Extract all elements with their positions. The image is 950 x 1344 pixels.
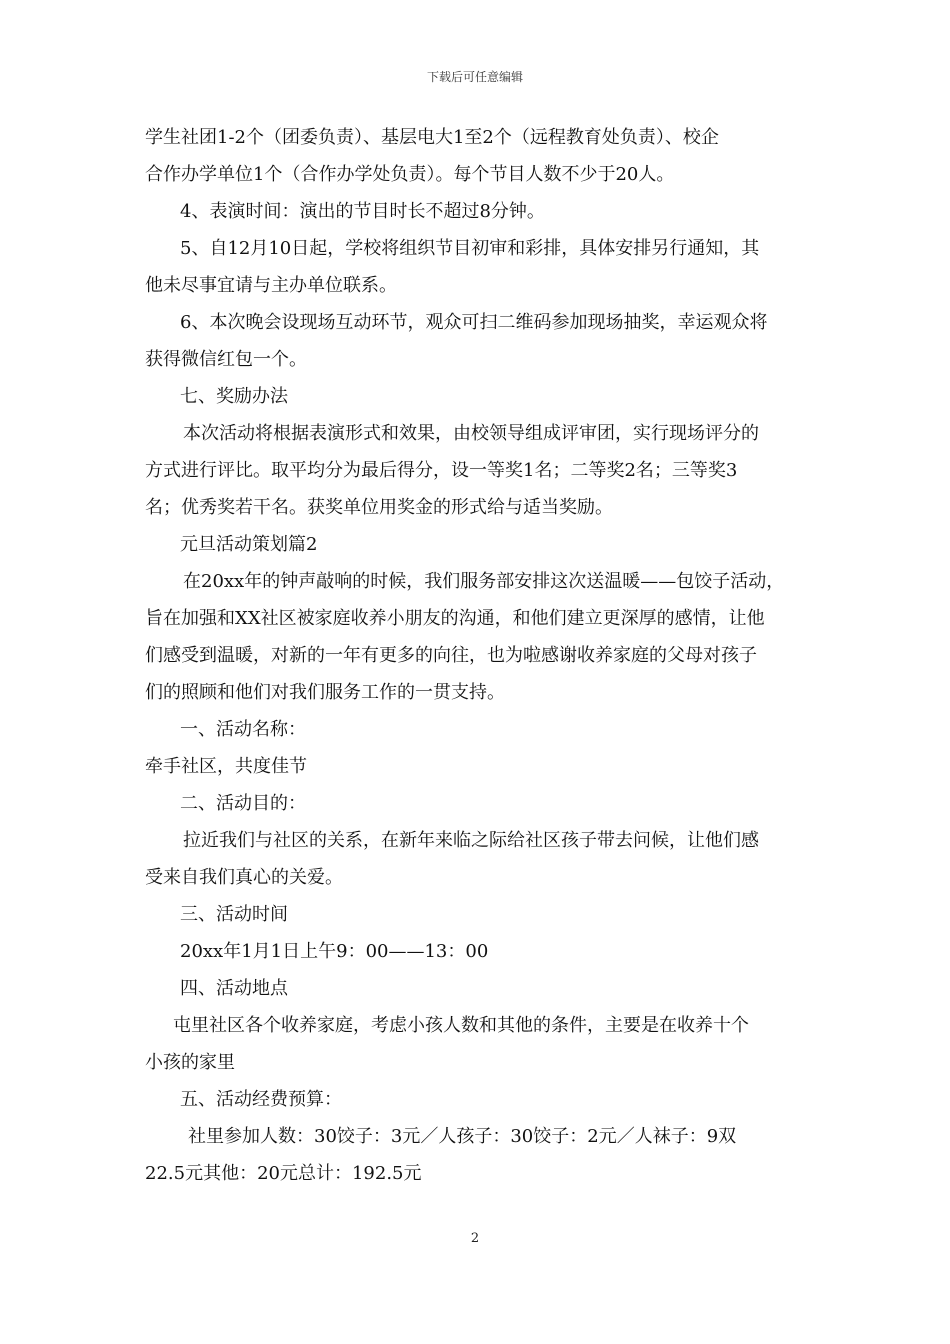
section-heading: 元旦活动策划篇2 (180, 534, 318, 555)
text-line: 牵手社区，共度佳节 (145, 756, 307, 777)
text-line: 4、表演时间：演出的节目时长不超过8分钟。 (180, 201, 545, 222)
text-line: 社里参加人数：30饺子：3元／人孩子：30饺子：2元／人袜子：9双 (188, 1126, 737, 1147)
text-line: 22.5元其他：20元总计：192.5元 (145, 1163, 422, 1184)
section-heading: 一、活动名称： (180, 719, 306, 740)
section-heading: 七、奖励办法 (180, 386, 288, 407)
section-heading: 三、活动时间 (180, 904, 288, 925)
text-line: 6、本次晚会设现场互动环节，观众可扫二维码参加现场抽奖，幸运观众将 (180, 312, 768, 333)
page-number: 2 (470, 1231, 480, 1246)
section-heading: 五、活动经费预算： (180, 1089, 342, 1110)
text-line: 在20xx年的钟声敲响的时候，我们服务部安排这次送温暖——包饺子活动， (183, 571, 785, 592)
text-line: 合作办学单位1个（合作办学处负责）。每个节目人数不少于20人。 (145, 164, 675, 185)
text-line: 他未尽事宜请与主办单位联系。 (145, 275, 397, 296)
text-line: 学生社团1-2个（团委负责）、基层电大1至2个（远程教育处负责）、校企 (145, 127, 719, 148)
text-line: 们的照顾和他们对我们服务工作的一贯支持。 (145, 682, 505, 703)
text-line: 旨在加强和XX社区被家庭收养小朋友的沟通，和他们建立更深厚的感情，让他 (145, 608, 765, 629)
text-line: 受来自我们真心的关爱。 (145, 867, 343, 888)
text-line: 名；优秀奖若干名。获奖单位用奖金的形式给与适当奖励。 (145, 497, 613, 518)
text-line: 5、自12月10日起，学校将组织节目初审和彩排，具体安排另行通知，其 (180, 238, 760, 259)
text-line: 方式进行评比。取平均分为最后得分，设一等奖1名；二等奖2名；三等奖3 (145, 460, 738, 481)
text-line: 小孩的家里 (145, 1052, 235, 1073)
section-heading: 二、活动目的： (180, 793, 306, 814)
text-line: 本次活动将根据表演形式和效果，由校领导组成评审团，实行现场评分的 (183, 423, 759, 444)
text-line: 屯里社区各个收养家庭，考虑小孩人数和其他的条件，主要是在收养十个 (173, 1015, 749, 1036)
page-header: 下载后可任意编辑 (426, 70, 523, 84)
text-line: 20xx年1月1日上午9：00——13：00 (180, 941, 489, 962)
text-line: 获得微信红包一个。 (145, 349, 307, 370)
text-line: 们感受到温暖，对新的一年有更多的向往，也为啦感谢收养家庭的父母对孩子 (145, 645, 757, 666)
document-body (145, 122, 810, 1195)
section-heading: 四、活动地点 (180, 978, 288, 999)
text-line: 拉近我们与社区的关系，在新年来临之际给社区孩子带去问候，让他们感 (183, 830, 759, 851)
